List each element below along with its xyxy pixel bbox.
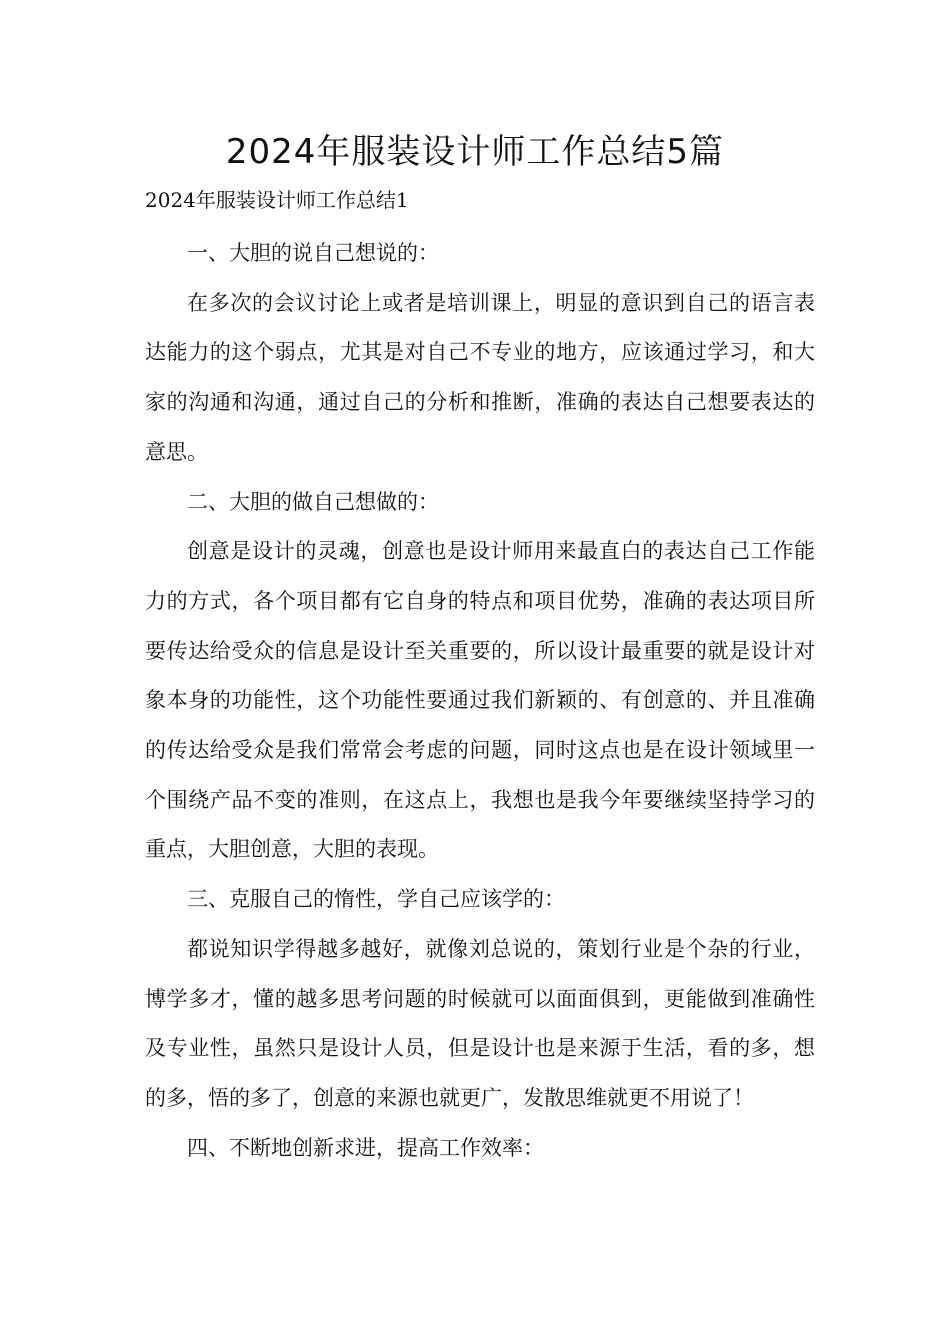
section-heading-2: 二、大胆的做自己想做的：: [187, 489, 439, 514]
paragraph-1: 在多次的会议讨论上或者是培训课上，明显的意识到自己的语言表达能力的这个弱点，尤其是对自己不专业的地方，应该通过学习，和大家的沟通和沟通，通过自己的分析和推断，准确的表达自己想要表达的意思。: [145, 290, 815, 464]
paragraph-3: 都说知识学得越多越好，就像刘总说的，策划行业是个杂的行业，博学多才，懂的越多思考问题的时候就可以面面俱到，更能做到准确性及专业性，虽然只是设计人员，但是设计也是来源于生活，看的多，想的多，悟的多了，创意的来源也就更广，发散思维就更不用说了！: [145, 936, 815, 1110]
section-heading-3: 三、克服自己的惰性，学自己应该学的：: [187, 887, 565, 912]
document-title: 2024年服装设计师工作总结5篇: [225, 132, 725, 172]
paragraph-2: 创意是设计的灵魂，创意也是设计师用来最直白的表达自己工作能力的方式，各个项目都有它自身的特点和项目优势，准确的表达项目所要传达给受众的信息是设计至关重要的，所以设计最重要的就是设计对象本身的功能性，这个功能性要通过我们新颖的、有创意的、并且准确的传达给受众是我们常常会考虑的问题，同时这点也是在设计领域里一个围绕产品不变的准则，在这点上，我想也是我今年要继续坚持学习的重点，大胆创意，大胆的表现。: [145, 539, 815, 862]
document-body: [145, 229, 815, 1173]
section-subtitle: 2024年服装设计师工作总结1: [145, 188, 409, 212]
section-heading-1: 一、大胆的说自己想说的：: [187, 241, 439, 265]
section-heading-4: 四、不断地创新求进，提高工作效率：: [187, 1135, 544, 1160]
